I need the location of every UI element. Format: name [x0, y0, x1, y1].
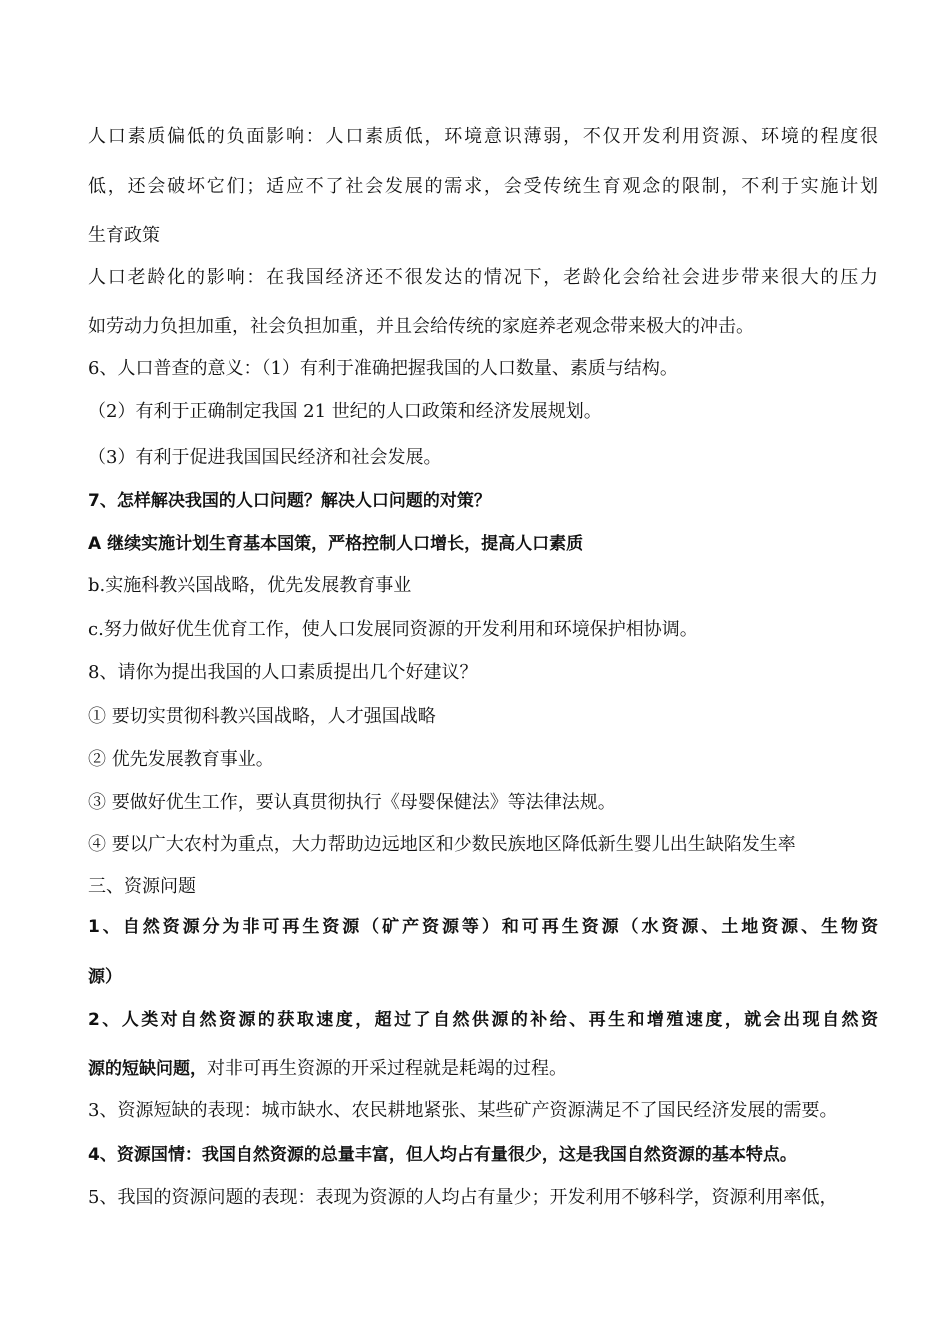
text-line-bold: 4、资源国情：我国自然资源的总量丰富，但人均占有量很少，这是我国自然资源的基本特点。: [88, 1145, 797, 1165]
text-line: b.实施科教兴国战略，优先发展教育事业: [88, 575, 412, 596]
text-line: 8、请你为提出我国的人口素质提出几个好建议？: [88, 662, 478, 683]
text-line: 人口素质偏低的负面影响：人口素质低，环境意识薄弱，不仅开发利用资源、环境的程度很: [88, 126, 878, 147]
list-item: ② 优先发展教育事业。: [88, 749, 274, 770]
text-line-bold: 源）: [88, 967, 122, 987]
text-line: 人口老龄化的影响：在我国经济还不很发达的情况下，老龄化会给社会进步带来很大的压力: [88, 267, 878, 288]
text-line: 5、我国的资源问题的表现：表现为资源的人均占有量少；开发利用不够科学，资源利用率低，: [88, 1187, 838, 1208]
bold-segment: 源的短缺问题，: [88, 1059, 207, 1079]
question-heading: 7、怎样解决我国的人口问题？解决人口问题的对策？: [88, 491, 491, 511]
section-heading: 三、资源问题: [88, 876, 196, 897]
text-line: 如劳动力负担加重，社会负担加重，并且会给传统的家庭养老观念带来极大的冲击。: [88, 316, 754, 337]
text-line: 低，还会破坏它们；适应不了社会发展的需求，会受传统生育观念的限制，不利于实施计划: [88, 176, 878, 197]
text-line-bold: 1、自然资源分为非可再生资源（矿产资源等）和可再生资源（水资源、土地资源、生物资: [88, 917, 878, 937]
text-line: 生育政策: [88, 225, 160, 246]
text-line: 6、人口普查的意义：（1）有利于准确把握我国的人口数量、素质与结构。: [88, 358, 678, 379]
text-line: （2）有利于正确制定我国 21 世纪的人口政策和经济发展规划。: [88, 401, 602, 422]
list-item: ① 要切实贯彻科教兴国战略，人才强国战略: [88, 706, 436, 727]
text-line: 3、资源短缺的表现：城市缺水、农民耕地紧张、某些矿产资源满足不了国民经济发展的需要。: [88, 1100, 838, 1121]
text-line-mixed: [88, 1056, 878, 1082]
text-line: c.努力做好优生优育工作，使人口发展同资源的开发利用和环境保护相协调。: [88, 619, 698, 640]
list-item: ③ 要做好优生工作，要认真贯彻执行《母婴保健法》等法律法规。: [88, 792, 616, 813]
normal-segment: 对非可再生资源的开采过程就是耗竭的过程。: [207, 1058, 567, 1079]
text-line: （3）有利于促进我国国民经济和社会发展。: [88, 447, 442, 468]
text-line-bold: A 继续实施计划生育基本国策，严格控制人口增长，提高人口素质: [88, 534, 584, 554]
text-line-bold: 2、人类对自然资源的获取速度，超过了自然供源的补给、再生和增殖速度，就会出现自然资: [88, 1010, 878, 1030]
list-item: ④ 要以广大农村为重点，大力帮助边远地区和少数民族地区降低新生婴儿出生缺陷发生率: [88, 834, 796, 855]
